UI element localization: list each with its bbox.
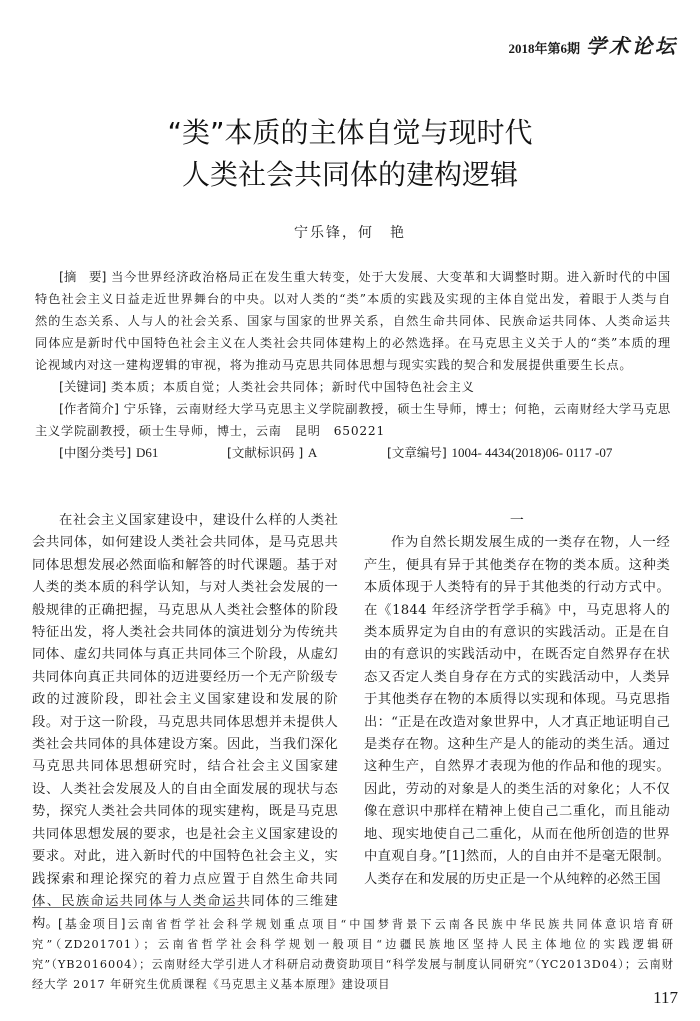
article-number [387,442,612,464]
clc-value: D61 [135,445,159,460]
article-number-value: 1004- 4434(2018)06- 0117 -07 [451,445,613,460]
issue-label: 2018年第6期 [508,41,580,56]
doc-label: [文献标识码 ] [227,445,304,460]
author-info [35,398,671,442]
clc-label: [中图分类号] [59,445,132,460]
abstract [35,266,671,376]
document-code [227,442,387,464]
title-line-2: 人类社会共同体的建构逻辑 [181,158,518,191]
abstract-text: 当今世界经济政治格局正在发生重大转变，处于大发展、大变革和大调整时期。进入新时代的中国特色社会主义日益走近世界舞台的中央。以对人类的“类”本质的实践及实现的主体自觉出发，着眼于人类与自然的生态关系、人与人的社会关系、国家与国家的世界关系，自然生命共同体、民族命运共同体、人类命运共同体应是新时代中国特色社会主义在人类社会共同体建构上的必然选择。在马克思主义关于人的“类”本质的理论视域内对这一建构逻辑的审视，将为推动马克思共同体思想与现实实践的契合和发展提供重要生长点。 [35,270,671,372]
keywords-label: [关键词] [59,379,107,394]
running-header [508,30,678,59]
title-line-1: “类”本质的主体自觉与现时代 [167,116,533,149]
keywords [35,376,671,398]
article-number-label: [文章编号] [387,445,447,460]
body-column-left [32,510,338,936]
body-column-right [364,510,670,891]
clc-code [59,442,227,464]
classification-codes [35,442,671,464]
intro-paragraph: 在社会主义国家建设中，建设什么样的人类社会共同体，如何建设人类社会共同体，是马克思共同体思想发展必然面临和解答的时代课题。基于对人类的类本质的科学认知，与对人类社会发展的一般规律的正确把握，马克思从人类社会整体的阶段特征出发，将人类社会共同体的演进划分为传统共同体、虚幻共同体与真正共同体三个阶段，从虚幻共同体向真正共同体的迈进要经历一个无产阶级专政的过渡阶段，即社会主义国家建设和发展的阶段。对于这一阶段，马克思共同体思想并未提供人类社会共同体的具体建设方案。因此，当我们深化马克思共同体思想研究时，结合社会主义国家建设、人类社会发展及人的自由全面发展的现状与态势，探究人类社会共同体的现实建构，既是马克思共同体思想发展的要求，也是社会主义国家建设的要求。对此，进入新时代的中国特色社会主义，实践探索和理论探究的着力点应置于自然生命共同体、民族命运共同体与人类命运共同体的三维建构。 [32,513,338,932]
author-names: 宁乐锋，何 艳 [294,225,406,241]
author-info-label: [作者简介] [59,401,119,416]
keywords-text: 类本质；本质自觉；人类社会共同体；新时代中国特色社会主义 [110,380,475,394]
fund-label: [基金项目] [58,917,126,931]
fund-text: 云南省哲学社会科学规划重点项目“中国梦背景下云南各民族中华民族共同体意识培育研究”（ZD201701）；云南省哲学社会科学规划一般项目“边疆民族地区坚持人民主体地位的实践逻辑研究”（YB2016004）；云南财经大学引进人才科研启动费资助项目“科学发展与制度认同研究”（YC2013D04）；云南财经大学 2017 年研究生优质课程《马克思主义基本原理》建设项目 [32,918,674,991]
page-number: 117 [653,988,678,1007]
article-metadata [35,266,671,464]
fund-footnote [32,914,674,995]
section-paragraph: 作为自然长期发展生成的一类存在物，人一经产生，便具有异于其他类存在物的类本质。这种类本质体现于人类特有的异于其他类的行动方式中。在《1844 年经济学哲学手稿》中，马克思将人的类本质界定为自由的有意识的实践活动。正是在自由的有意识的实践活动中，在既否定自然界存在状态又否定人类自身存在方式的实践活动中，人类异于其他类存在物的本质得以实现和体现。马克思指出：“正是在改造对象世界中，人才真正地证明自己是类存在物。这种生产是人的能动的类生活。通过这种生产，自然界才表现为他的作品和他的现实。因此，劳动的对象是人的类生活的对象化；人不仅像在意识中那样在精神上使自己二重化，而且能动地、现实地使自己二重化，从而在他所创造的世界中直观自身。”[1]然而，人的自由并不是毫无限制。人类存在和发展的历史正是一个从纯粹的必然王国 [364,535,670,887]
journal-logo: 学术论坛 [586,34,678,58]
author-info-text: 宁乐锋，云南财经大学马克思主义学院副教授，硕士生导师，博士；何艳，云南财经大学马克思主义学院副教授，硕士生导师，博士，云南 昆明 650221 [35,402,671,438]
section-number: 一 [509,513,525,529]
article-title [0,112,700,196]
footnote-divider [32,907,244,908]
doc-value: A [307,445,318,460]
abstract-label: [摘 要] [59,269,107,284]
